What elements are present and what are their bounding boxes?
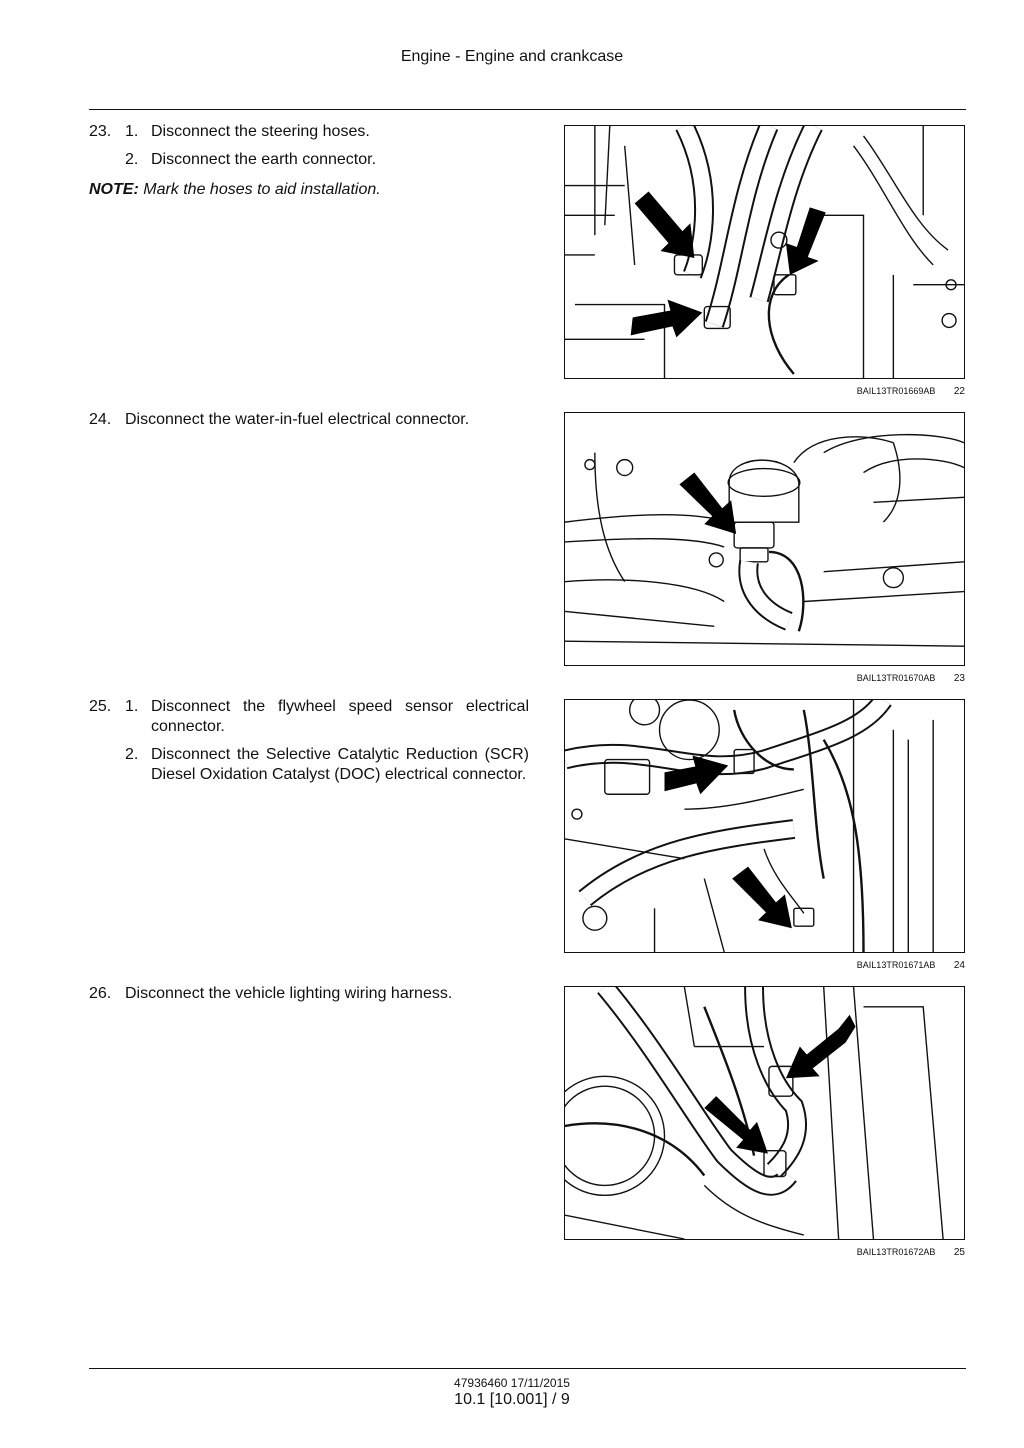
substep-text: Disconnect the flywheel speed sensor electrical connector. [151,698,529,735]
substep-number: 1. [125,123,139,140]
note-text: Mark the hoses to aid installation. [143,181,381,198]
footer-document-info: 47936460 17/11/2015 [454,1376,570,1390]
figure-code: BAIL13TR01672AB [856,1247,936,1257]
figure-code: BAIL13TR01669AB [856,386,936,396]
substep-number: 2. [125,151,139,168]
step-23 [89,122,529,200]
substep [125,745,529,785]
figure-number: 24 [953,960,965,971]
footer-divider [89,1368,966,1369]
substep-text: Disconnect the Selective Catalytic Reduction (SCR) Diesel Oxidation Catalyst (DOC) electrical connector. [151,746,529,783]
figure-steering-hoses [564,125,965,379]
substep [125,122,529,142]
figure-caption [564,386,965,397]
step-text: Disconnect the vehicle lighting wiring harness. [125,985,453,1002]
page-header-title: Engine - Engine and crankcase [400,48,624,65]
figure-code: BAIL13TR01670AB [856,673,936,683]
note-label: NOTE: [89,181,139,198]
figure-flywheel-scr-connectors [564,699,965,953]
footer-page-number: 10.1 [10.001] / 9 [454,1391,570,1408]
figure-code: BAIL13TR01671AB [856,960,936,970]
substep-number: 1. [125,698,139,715]
note [89,180,529,200]
figure-lighting-harness [564,986,965,1240]
header-divider [89,109,966,110]
step-text: Disconnect the water-in-fuel electrical connector. [125,411,470,428]
figure-caption [564,960,965,971]
substep-text: Disconnect the earth connector. [151,151,377,168]
figure-number: 22 [953,386,965,397]
substep [125,150,529,170]
figure-number: 23 [953,673,965,684]
substep-text: Disconnect the steering hoses. [151,123,370,140]
figure-caption [564,1247,965,1258]
figure-number: 25 [953,1247,965,1258]
step-number: 23. [89,123,112,140]
substep-number: 2. [125,746,139,763]
substep [125,697,529,737]
step-number: 26. [89,985,112,1002]
figure-water-in-fuel-connector [564,412,965,666]
step-25 [89,697,529,785]
step-number: 25. [89,698,112,715]
figure-caption [564,673,965,684]
step-number: 24. [89,411,112,428]
